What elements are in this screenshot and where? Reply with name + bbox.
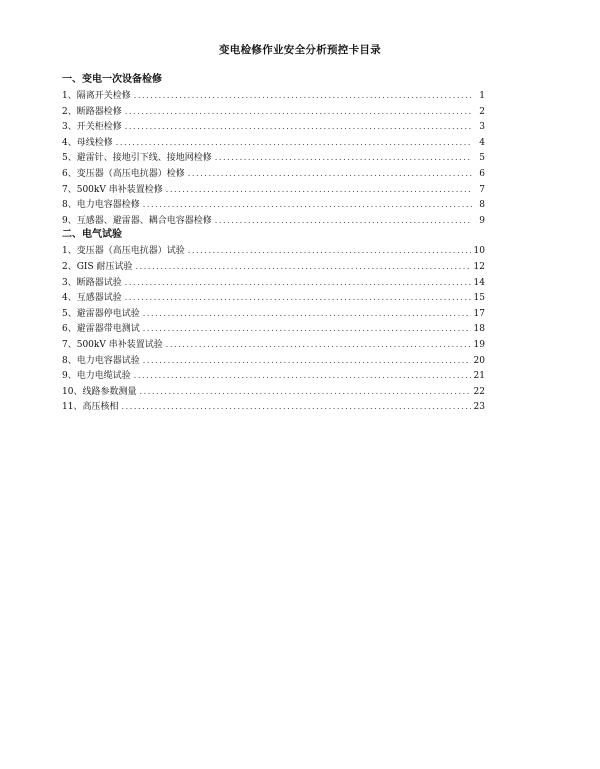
toc-entry-page: 22 <box>473 386 485 397</box>
toc-entry-page: 5 <box>479 153 485 164</box>
toc-entry[interactable] <box>62 88 485 104</box>
toc-entry-page: 8 <box>479 200 485 211</box>
toc-entry-text: 5、避雷针、接地引下线、接地网检修 <box>62 153 212 164</box>
toc-entry-text: 4、母线检修 <box>62 137 113 148</box>
toc-entry[interactable] <box>62 399 485 415</box>
toc-leader-dots <box>121 399 470 415</box>
toc-section <box>62 74 485 228</box>
toc-entry-text: 3、开关柜检修 <box>62 122 122 133</box>
toc-leader-dots <box>215 213 472 229</box>
toc-entry-page: 23 <box>473 402 485 413</box>
toc-leader-dots <box>166 337 471 353</box>
toc-leader-dots <box>143 197 472 213</box>
toc-leader-dots <box>188 166 472 182</box>
toc-entry-page: 6 <box>479 168 485 179</box>
toc-entry-text: 3、断路器试验 <box>62 277 122 288</box>
toc-entry-text: 2、断路器检修 <box>62 106 122 117</box>
toc-section <box>62 229 485 415</box>
toc-entry[interactable] <box>62 275 485 291</box>
toc-leader-dots <box>143 353 471 369</box>
toc-entry-text: 1、隔离开关检修 <box>62 91 131 101</box>
toc-entry-text: 1、变压器（高压电抗器）试验 <box>62 246 185 257</box>
toc-entry-text: 2、GIS 耐压试验 <box>62 261 133 272</box>
toc-leader-dots <box>188 243 471 259</box>
toc-leader-dots <box>116 135 472 151</box>
toc-leader-dots <box>125 119 472 135</box>
toc-entry[interactable] <box>62 166 485 182</box>
toc-leader-dots <box>143 306 471 322</box>
toc-entry[interactable] <box>62 337 485 353</box>
toc-entry-page: 1 <box>479 91 485 101</box>
toc-entry-text: 6、避雷器带电测试 <box>62 324 140 335</box>
toc-entry-text: 8、电力电容器检修 <box>62 200 140 211</box>
toc-entry-text: 5、避雷器停电试验 <box>62 308 140 319</box>
toc-entry-page: 14 <box>473 277 485 288</box>
toc-entry-page: 9 <box>479 215 485 226</box>
toc-entry[interactable] <box>62 321 485 337</box>
toc-leader-dots <box>125 275 471 291</box>
toc-entry-page: 20 <box>473 355 485 366</box>
toc-entry[interactable] <box>62 290 485 306</box>
toc-leader-dots <box>166 182 472 198</box>
toc-entry[interactable] <box>62 119 485 135</box>
toc-entry[interactable] <box>62 197 485 213</box>
toc-entry-page: 12 <box>473 261 485 272</box>
toc-entry-page: 10 <box>473 246 485 257</box>
toc-entry-text: 10、线路参数测量 <box>62 386 137 397</box>
toc-entry-text: 7、500kV 串补装置试验 <box>62 339 163 350</box>
toc-leader-dots <box>136 259 471 275</box>
toc-entry-page: 18 <box>473 324 485 335</box>
toc-entry-page: 17 <box>473 308 485 319</box>
toc-entry-text: 6、变压器（高压电抗器）检修 <box>62 168 185 179</box>
toc-section-heading: 一、变电一次设备检修 <box>62 74 162 85</box>
toc-entry-text: 11、高压核相 <box>62 402 119 413</box>
document-title: 变电检修作业安全分析预控卡目录 <box>219 44 381 56</box>
toc-entry-page: 7 <box>479 184 485 195</box>
toc-entry[interactable] <box>62 306 485 322</box>
toc-leader-dots <box>125 290 471 306</box>
toc-entry-page: 2 <box>479 106 485 117</box>
toc-entry[interactable] <box>62 213 485 229</box>
toc-entry[interactable] <box>62 135 485 151</box>
toc-entry-page: 15 <box>473 293 485 304</box>
toc-entry[interactable] <box>62 182 485 198</box>
toc-entry[interactable] <box>62 384 485 400</box>
toc-leader-dots <box>215 150 472 166</box>
toc-entry-text: 7、500kV 串补装置检修 <box>62 184 163 195</box>
toc-entry[interactable] <box>62 104 485 120</box>
toc-leader-dots <box>134 88 472 104</box>
toc-entry[interactable] <box>62 353 485 369</box>
toc-leader-dots <box>139 384 470 400</box>
toc-entry-text: 4、互感器试验 <box>62 293 122 304</box>
toc-entry-page: 4 <box>479 137 485 148</box>
toc-entry[interactable] <box>62 243 485 259</box>
toc-entry[interactable] <box>62 150 485 166</box>
toc-section-heading: 二、电气试验 <box>62 229 122 241</box>
toc-leader-dots <box>134 368 471 384</box>
toc-entry[interactable] <box>62 368 485 384</box>
toc-entry-page: 3 <box>479 122 485 133</box>
toc-leader-dots <box>143 321 471 337</box>
table-of-contents <box>62 74 485 415</box>
toc-entry[interactable] <box>62 259 485 275</box>
toc-leader-dots <box>125 104 472 120</box>
toc-entry-text: 9、互感器、避雷器、耦合电容器检修 <box>62 215 212 226</box>
toc-entry-text: 9、电力电缆试验 <box>62 371 131 382</box>
toc-entry-text: 8、电力电容器试验 <box>62 355 140 366</box>
toc-entry-page: 21 <box>473 371 485 382</box>
toc-entry-page: 19 <box>473 339 485 350</box>
